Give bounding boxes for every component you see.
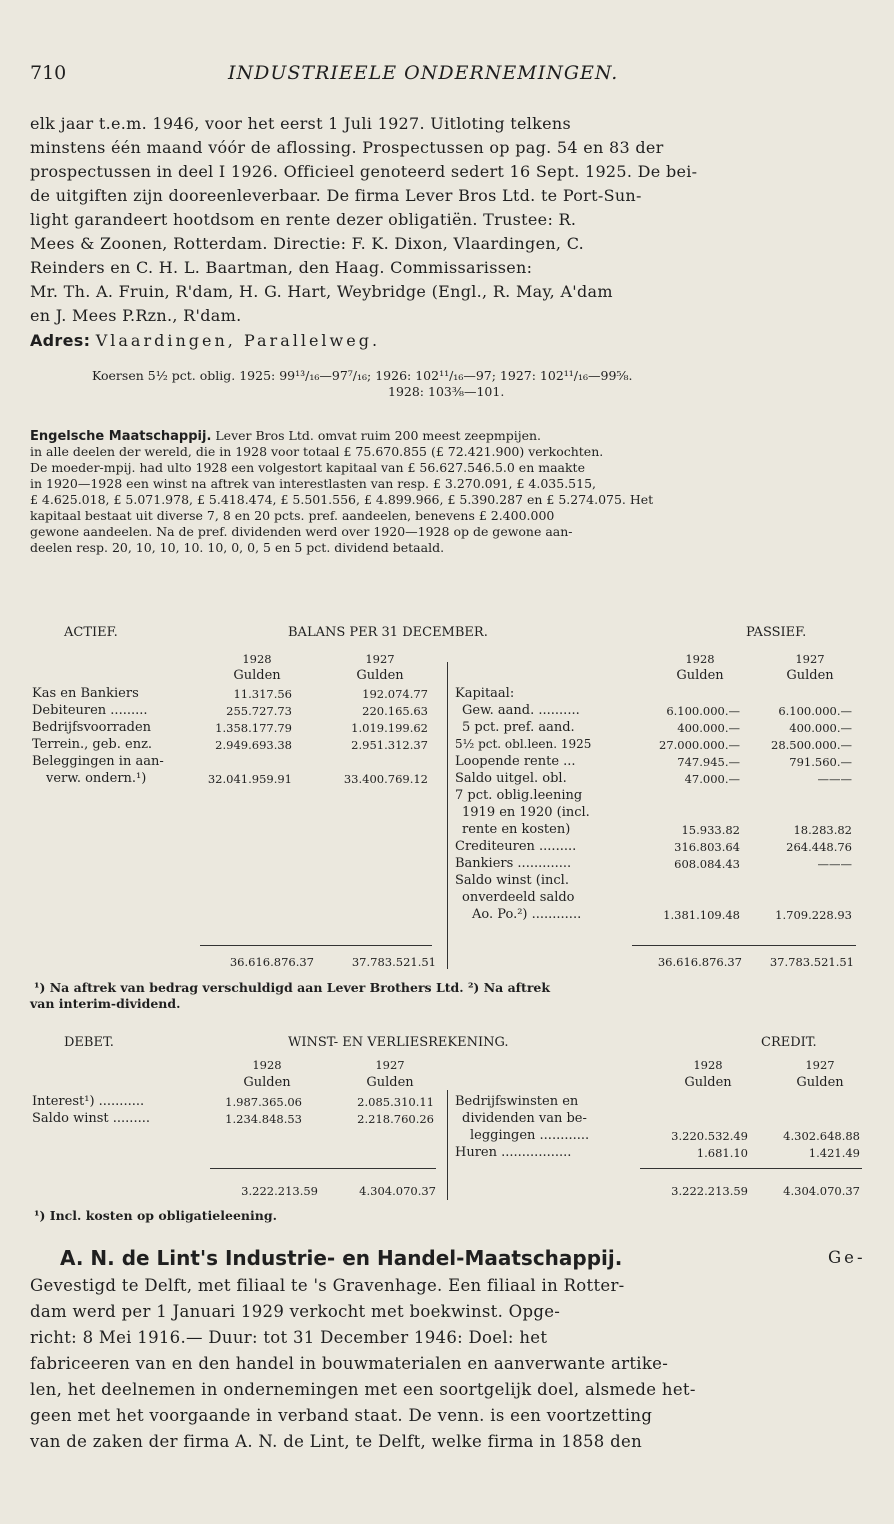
actief-value: 1.358.177.79 — [215, 721, 292, 735]
debet-value: 1.234.848.53 — [225, 1112, 302, 1126]
actief-value: 33.400.769.12 — [343, 772, 428, 786]
winst-footnote: ¹) Incl. kosten op obligatieleening. — [34, 1208, 277, 1223]
debet-value: 2.218.760.26 — [357, 1112, 434, 1126]
passief-label: onverdeeld saldo — [462, 890, 575, 905]
balans-center-title: BALANS PER 31 DECEMBER. — [288, 625, 488, 640]
passief-label: Loopende rente ... — [455, 754, 576, 769]
intro-line: elk jaar t.e.m. 1946, voor het eerst 1 Juli 1927. Uitloting telkens — [30, 114, 572, 133]
balans-year: 1928 — [242, 652, 272, 666]
credit-value: 1.681.10 — [696, 1146, 748, 1160]
lint-line: van de zaken der firma A. N. de Lint, te Delft, welke firma in 1858 den — [30, 1432, 643, 1451]
winst-year: 1927 — [805, 1058, 835, 1072]
winst-unit: Gulden — [796, 1075, 844, 1090]
passief-value: 1.381.109.48 — [663, 908, 740, 922]
balans-footnote: van interim-dividend. — [30, 996, 181, 1011]
passief-label: Ao. Po.²) ............ — [472, 907, 582, 922]
intro-line: minstens één maand vóór de aflossing. Prospectussen op pag. 54 en 83 der — [30, 138, 664, 157]
passief-label: 5 pct. pref. aand. — [462, 720, 575, 735]
winst-right-title: CREDIT. — [761, 1035, 817, 1050]
balans-total: 37.783.521.51 — [351, 955, 436, 969]
lint-line: dam werd per 1 Januari 1929 verkocht met boekwinst. Opge- — [30, 1302, 561, 1321]
credit-label: leggingen ............ — [470, 1128, 590, 1143]
balans-year: 1928 — [685, 652, 715, 666]
actief-label: verw. ondern.¹) — [46, 771, 147, 786]
passief-value: ——— — [817, 857, 852, 871]
actief-label: Kas en Bankiers — [32, 686, 139, 701]
balans-total-rule — [632, 945, 856, 946]
balans-year: 1927 — [795, 652, 825, 666]
lint-heading-tail: Ge- — [828, 1248, 866, 1267]
actief-label: Bedrijfsvoorraden — [32, 720, 152, 735]
engelsche-line — [30, 428, 541, 444]
debet-value: 1.987.365.06 — [225, 1095, 302, 1109]
actief-value: 255.727.73 — [226, 704, 292, 718]
engelsche-line: De moeder-mpij. had ulto 1928 een volgestort kapitaal van £ 56.627.546.5.0 en maakte — [30, 460, 585, 475]
intro-line: en J. Mees P.Rzn., R'dam. — [30, 306, 242, 325]
actief-value: 220.165.63 — [362, 704, 428, 718]
credit-label: Bedrijfswinsten en — [455, 1094, 579, 1109]
balans-footnote: ¹) Na aftrek van bedrag verschuldigd aan Lever Brothers Ltd. ²) Na aftrek — [34, 980, 551, 995]
passief-value: 791.560.— — [789, 755, 852, 769]
winst-left-title: DEBET. — [64, 1035, 114, 1050]
balans-total: 36.616.876.37 — [229, 955, 314, 969]
page-number: 710 — [30, 62, 67, 84]
engelsche-line: deelen resp. 20, 10, 10, 10. 10, 0, 0, 5 en 5 pct. dividend betaald. — [30, 540, 445, 555]
passief-value: 15.933.82 — [681, 823, 740, 837]
address-line — [30, 331, 380, 350]
passief-value: 608.084.43 — [674, 857, 740, 871]
intro-line: light garandeert hootdsom en rente dezer obligatiën. Trustee: R. — [30, 210, 577, 229]
intro-line: de uitgiften zijn dooreenleverbaar. De firma Lever Bros Ltd. te Port-Sun- — [30, 186, 642, 205]
passief-value: 400.000.— — [789, 721, 852, 735]
actief-value: 32.041.959.91 — [207, 772, 292, 786]
actief-label: Debiteuren ......... — [32, 703, 148, 718]
passief-label: Saldo uitgel. obl. — [455, 771, 567, 786]
passief-value: 28.500.000.— — [771, 738, 852, 752]
passief-value: 47.000.— — [684, 772, 740, 786]
winst-divider — [447, 1090, 448, 1200]
debet-label: Interest¹) ........... — [32, 1094, 145, 1109]
credit-value: 4.302.648.88 — [783, 1129, 860, 1143]
engelsche-line: £ 4.625.018, £ 5.071.978, £ 5.418.474, £ 5.501.556, £ 4.899.966, £ 5.390.287 en £ 5.274.075. Het — [30, 492, 654, 507]
credit-label: Huren ................. — [455, 1145, 572, 1160]
passief-value: 400.000.— — [677, 721, 740, 735]
passief-label: Bankiers ............. — [455, 856, 572, 871]
passief-label: Saldo winst (incl. — [455, 873, 569, 888]
actief-value: 2.951.312.37 — [351, 738, 428, 752]
balans-unit: Gulden — [233, 668, 281, 683]
intro-line: Mr. Th. A. Fruin, R'dam, H. G. Hart, Weybridge (Engl., R. May, A'dam — [30, 282, 613, 301]
balans-total: 36.616.876.37 — [657, 955, 742, 969]
engelsche-line: gewone aandeelen. Na de pref. dividenden werd over 1920—1928 op de gewone aan- — [30, 524, 573, 539]
lint-heading: A. N. de Lint's Industrie- en Handel-Maatschappij. — [60, 1246, 623, 1270]
winst-year: 1927 — [375, 1058, 405, 1072]
balans-unit: Gulden — [786, 668, 834, 683]
balans-left-title: ACTIEF. — [64, 625, 118, 640]
passief-label: 1919 en 1920 (incl. — [462, 805, 590, 820]
passief-value: ——— — [817, 772, 852, 786]
credit-value: 3.220.532.49 — [671, 1129, 748, 1143]
koersen-line: 1928: 103⅜—101. — [388, 384, 505, 399]
passief-value: 6.100.000.— — [778, 704, 852, 718]
engelsche-text: Lever Bros Ltd. omvat ruim 200 meest zeepmpijen. — [215, 428, 541, 443]
actief-value: 192.074.77 — [362, 687, 428, 701]
winst-total: 4.304.070.37 — [359, 1184, 436, 1198]
passief-label: rente en kosten) — [462, 822, 571, 837]
debet-value: 2.085.310.11 — [357, 1095, 434, 1109]
lint-line: geen met het voorgaande in verband staat. De venn. is een voortzetting — [30, 1406, 653, 1425]
lint-line: len, het deelnemen in ondernemingen met een soortgelijk doel, alsmede het- — [30, 1380, 696, 1399]
winst-unit: Gulden — [366, 1075, 414, 1090]
passief-value: 6.100.000.— — [666, 704, 740, 718]
balans-divider — [447, 662, 448, 969]
winst-total-rule — [640, 1168, 862, 1169]
winst-year: 1928 — [252, 1058, 282, 1072]
passief-label: Kapitaal: — [455, 686, 515, 701]
engelsche-line: in 1920—1928 een winst na aftrek van interestlasten van resp. £ 3.270.091, £ 4.035.515, — [30, 476, 597, 491]
actief-value: 2.949.693.38 — [215, 738, 292, 752]
credit-value: 1.421.49 — [808, 1146, 860, 1160]
passief-value: 18.283.82 — [793, 823, 852, 837]
winst-year: 1928 — [693, 1058, 723, 1072]
passief-label: Crediteuren ......... — [455, 839, 577, 854]
winst-total: 4.304.070.37 — [783, 1184, 860, 1198]
address-label: Adres: — [30, 331, 91, 350]
passief-value: 1.709.228.93 — [775, 908, 852, 922]
balans-total-rule — [200, 945, 432, 946]
passief-value: 316.803.64 — [674, 840, 740, 854]
passief-label: Gew. aand. .......... — [462, 703, 580, 718]
intro-line: prospectussen in deel I 1926. Officieel genoteerd sedert 16 Sept. 1925. De bei- — [30, 162, 698, 181]
balans-year: 1927 — [365, 652, 395, 666]
passief-value: 747.945.— — [677, 755, 740, 769]
engelsche-line: kapitaal bestaat uit diverse 7, 8 en 20 pcts. pref. aandeelen, benevens £ 2.400.000 — [30, 508, 555, 523]
winst-unit: Gulden — [684, 1075, 732, 1090]
winst-center-title: WINST- EN VERLIESREKENING. — [288, 1035, 509, 1050]
actief-value: 1.019.199.62 — [351, 721, 428, 735]
credit-label: dividenden van be- — [462, 1111, 587, 1126]
intro-line: Reinders en C. H. L. Baartman, den Haag. Commissarissen: — [30, 258, 533, 277]
running-title: INDUSTRIEELE ONDERNEMINGEN. — [228, 62, 619, 84]
engelsche-line: in alle deelen der wereld, die in 1928 voor totaal £ 75.670.855 (£ 72.421.900) verkochten. — [30, 444, 604, 459]
debet-label: Saldo winst ......... — [32, 1111, 150, 1126]
passief-label: 7 pct. oblig.leening — [455, 788, 583, 803]
address-value: Vlaardingen, Parallelweg. — [95, 331, 381, 350]
winst-unit: Gulden — [243, 1075, 291, 1090]
lint-line: richt: 8 Mei 1916.— Duur: tot 31 December 1946: Doel: het — [30, 1328, 548, 1347]
actief-label: Terrein., geb. enz. — [32, 737, 153, 752]
actief-label: Beleggingen in aan- — [32, 754, 164, 769]
lint-line: Gevestigd te Delft, met filiaal te 's Gravenhage. Een filiaal in Rotter- — [30, 1276, 625, 1295]
lint-line: fabriceeren van en den handel in bouwmaterialen en aanverwante artike- — [30, 1354, 669, 1373]
koersen-line: Koersen 5½ pct. oblig. 1925: 99¹³/₁₆—97⁷/₁₆; 1926: 102¹¹/₁₆—97; 1927: 102¹¹/₁₆—99⅝. — [92, 368, 633, 383]
winst-total: 3.222.213.59 — [241, 1184, 318, 1198]
passief-value: 264.448.76 — [786, 840, 852, 854]
engelsche-heading: Engelsche Maatschappij. — [30, 429, 212, 444]
intro-line: Mees & Zoonen, Rotterdam. Directie: F. K. Dixon, Vlaardingen, C. — [30, 234, 585, 253]
balans-right-title: PASSIEF. — [746, 625, 807, 640]
passief-label: 5½ pct. obl.leen. 1925 — [455, 737, 592, 751]
balans-total: 37.783.521.51 — [769, 955, 854, 969]
balans-unit: Gulden — [356, 668, 404, 683]
balans-unit: Gulden — [676, 668, 724, 683]
winst-total: 3.222.213.59 — [671, 1184, 748, 1198]
actief-value: 11.317.56 — [233, 687, 292, 701]
winst-total-rule — [210, 1168, 436, 1169]
passief-value: 27.000.000.— — [659, 738, 740, 752]
